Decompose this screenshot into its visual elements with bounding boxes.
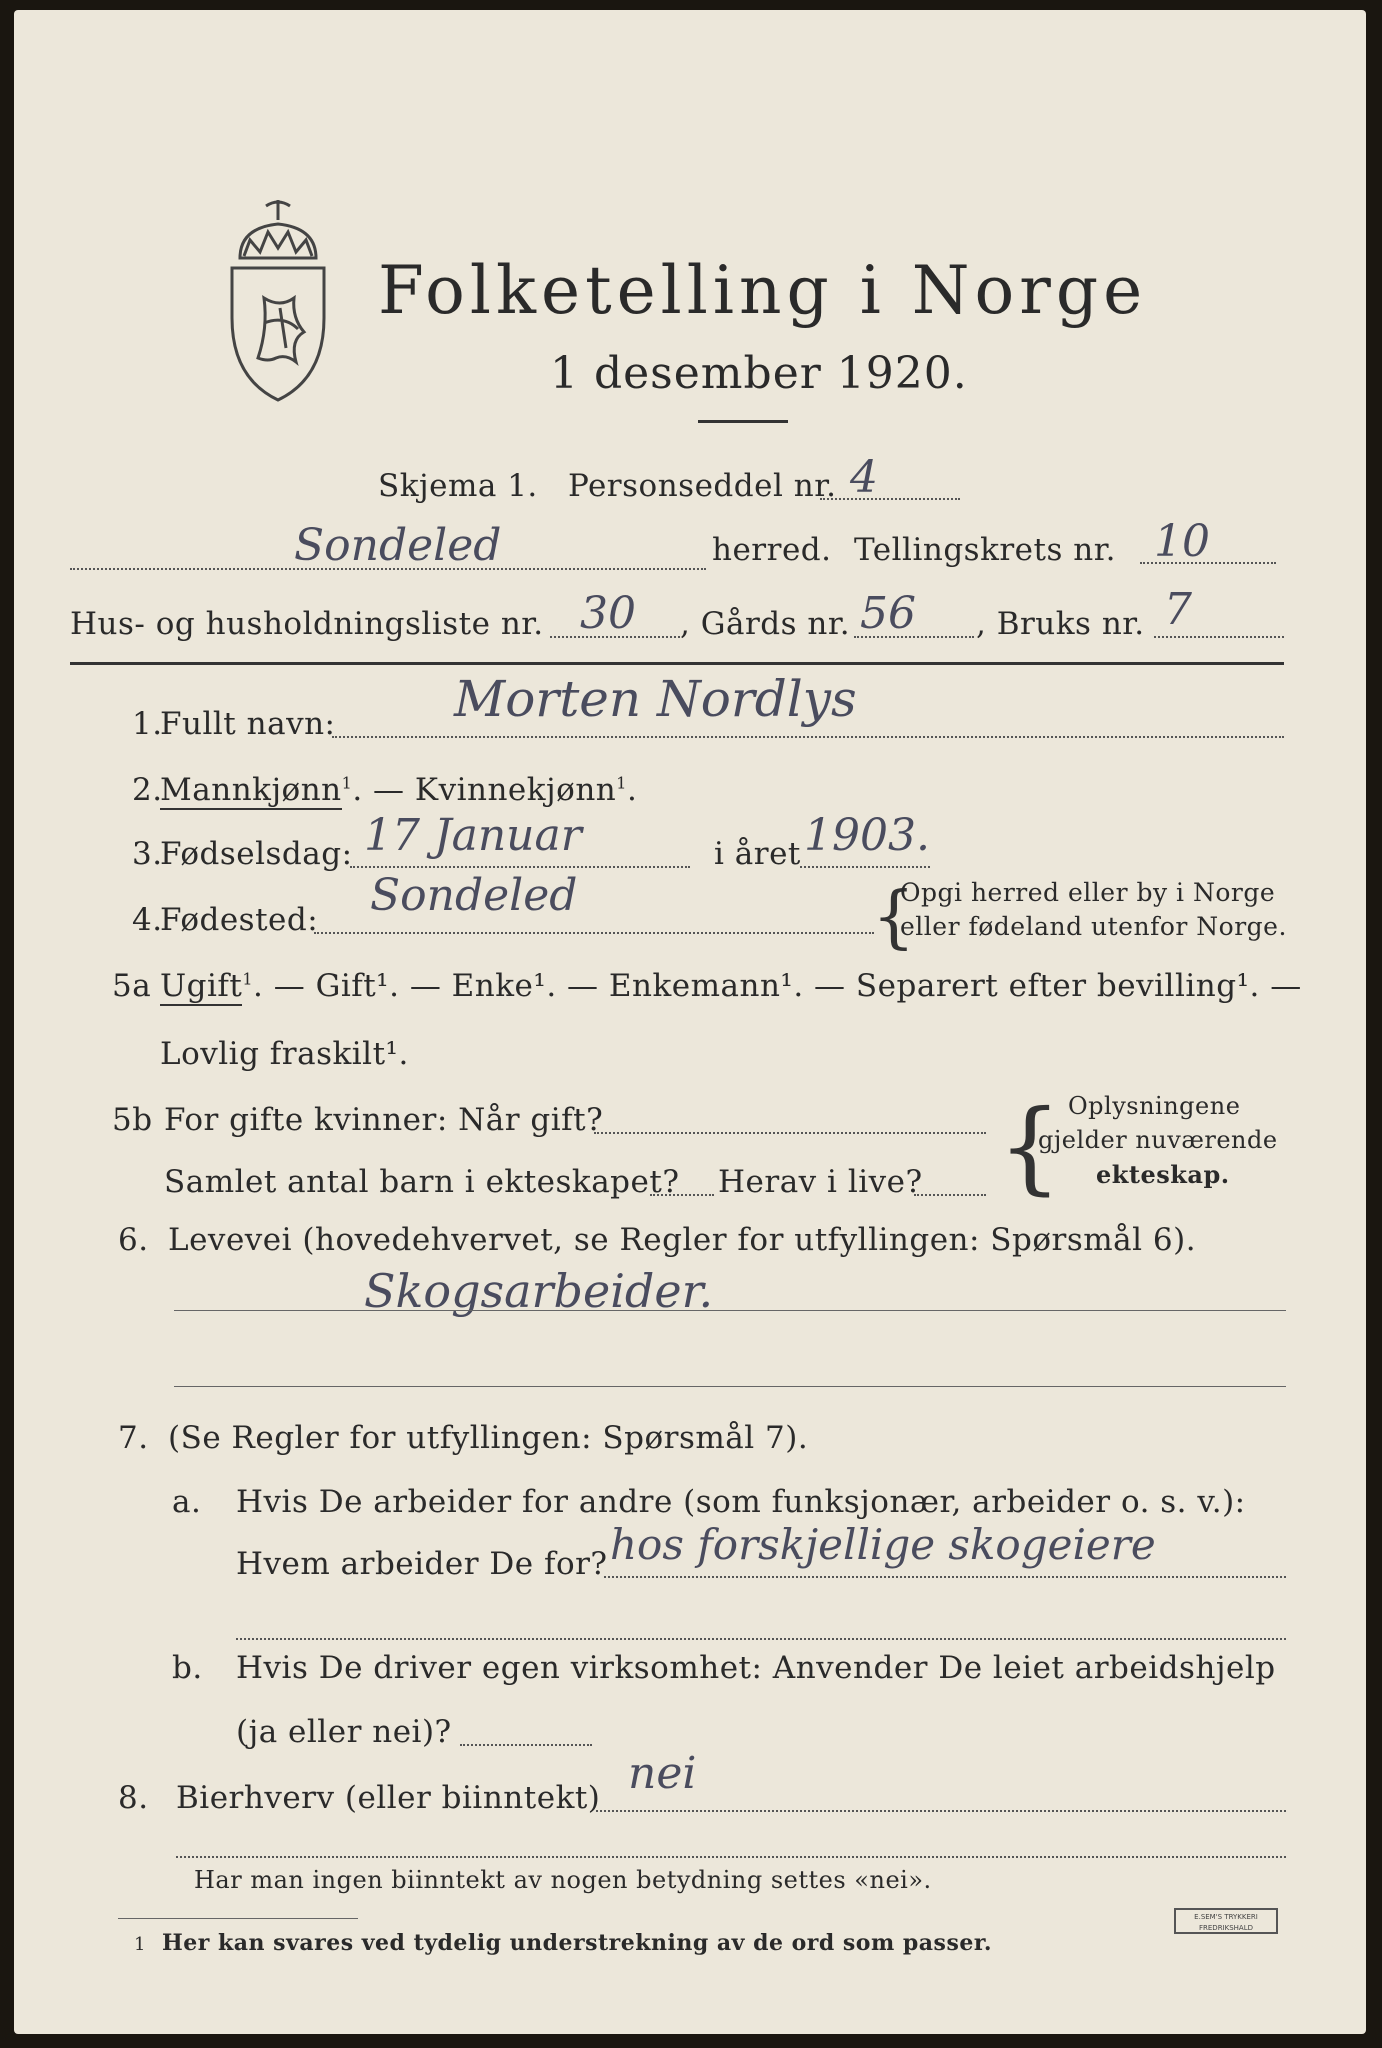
title-divider — [698, 420, 788, 423]
q5a-other-options: . — Gift¹. — Enke¹. — Enkemann¹. — Separert efter bevilling¹. — — [253, 968, 1302, 1004]
q2-kvinnekjonn: Kvinnekjønn — [414, 772, 617, 808]
q2-line: Mannkjønn$^1$. — Kvinnekjønn$^1$. — [160, 772, 638, 808]
q6-line1 — [174, 1310, 1286, 1311]
q7b-line — [460, 1744, 592, 1746]
q4-label: Fødested: — [160, 902, 319, 938]
bruks-value: 7 — [1164, 584, 1192, 635]
q5b-label3: Herav i live? — [718, 1164, 923, 1200]
q3-label: Fødselsdag: — [160, 836, 353, 872]
q8-line — [596, 1810, 1286, 1812]
q5b-line2 — [650, 1194, 714, 1196]
q3-year-label: i året — [714, 836, 801, 872]
skjema-label: Skjema 1. — [378, 468, 538, 504]
q6-value: Skogsarbeider. — [364, 1264, 714, 1318]
q3-year-value: 1903. — [804, 810, 930, 861]
q5b-line3 — [914, 1194, 986, 1196]
q5b-note-line3: ekteskap. — [1096, 1160, 1230, 1189]
q4-number: 4. — [132, 902, 163, 938]
tellingskrets-label: Tellingskrets nr. — [854, 532, 1116, 568]
gards-label: , Gårds nr. — [680, 606, 851, 642]
q1-value: Morten Nordlys — [454, 670, 857, 728]
q2-number: 2. — [132, 772, 163, 808]
q5b-label1: For gifte kvinner: Når gift? — [164, 1102, 604, 1138]
q6-number: 6. — [118, 1222, 149, 1258]
q4-note-brace: { — [872, 878, 916, 957]
q3-line — [350, 866, 690, 868]
bruks-line — [1154, 636, 1284, 638]
tellingskrets-value: 10 — [1154, 516, 1210, 567]
footnote-divider — [118, 1918, 358, 1919]
q5b-number: 5b — [112, 1102, 153, 1138]
printer-stamp-text: E.SEM'S TRYKKERI FREDRIKSHALD — [1194, 1913, 1258, 1932]
personseddel-label: Personseddel nr. — [568, 468, 837, 504]
q7a-letter: a. — [172, 1484, 202, 1520]
herred-value: Sondeled — [294, 520, 502, 571]
q7b-label2: (ja eller nei)? — [236, 1714, 452, 1750]
personseddel-value: 4 — [850, 452, 878, 503]
hus-value: 30 — [580, 588, 636, 639]
page-title: Folketelling i Norge — [378, 252, 1148, 329]
herred-label: herred. — [712, 532, 832, 568]
q5b-note-brace: { — [998, 1088, 1062, 1205]
q5a-number: 5a — [112, 968, 152, 1004]
q4-value: Sondeled — [370, 870, 578, 921]
header-divider — [70, 662, 1284, 665]
q8-value: nei — [628, 1748, 697, 1799]
hus-label: Hus- og husholdningsliste nr. — [70, 606, 544, 642]
gards-value: 56 — [860, 588, 916, 639]
q7a-line2 — [236, 1638, 1286, 1640]
q1-line — [332, 736, 1284, 738]
q5b-note-line1: Oplysningene — [1068, 1092, 1241, 1120]
q3-number: 3. — [132, 836, 163, 872]
q5a-options: Ugift$^1$. — Gift¹. — Enke¹. — Enkemann¹. — Separert efter bevilling¹. — — [160, 968, 1302, 1004]
q7-label: (Se Regler for utfyllingen: Spørsmål 7). — [168, 1420, 809, 1456]
q5b-line1 — [594, 1132, 986, 1134]
q7b-label: Hvis De driver egen virksomhet: Anvender De leiet arbeidshjelp — [236, 1650, 1276, 1686]
footnote-text: Her kan svares ved tydelig understrekning av de ord som passer. — [162, 1930, 993, 1956]
q5b-label2: Samlet antal barn i ekteskapet? — [164, 1164, 680, 1200]
q6-label: Levevei (hovedehvervet, se Regler for utfyllingen: Spørsmål 6). — [168, 1222, 1197, 1258]
q3-year-line — [800, 866, 930, 868]
q8-label: Bierhverv (eller biinntekt) — [176, 1780, 601, 1816]
q4-line — [314, 932, 874, 934]
printer-stamp — [1174, 1908, 1278, 1934]
footnote-mark: 1 — [134, 1934, 146, 1955]
norway-coat-of-arms-icon — [218, 198, 338, 408]
q7a-label: Hvis De arbeider for andre (som funksjonær, arbeider o. s. v.): — [236, 1484, 1246, 1520]
q4-note-line2: eller fødeland utenfor Norge. — [900, 912, 1287, 941]
q5a-line2: Lovlig fraskilt¹. — [160, 1036, 409, 1072]
q8-line2 — [176, 1856, 1286, 1858]
q6-line2 — [174, 1386, 1286, 1387]
bruks-label: , Bruks nr. — [976, 606, 1145, 642]
q2-mannkjonn-underlined: Mannkjønn — [160, 772, 342, 808]
q7-number: 7. — [118, 1420, 149, 1456]
q7a-value: hos forskjellige skogeiere — [610, 1520, 1156, 1569]
q8-note: Har man ingen biinntekt av nogen betydning settes «nei». — [194, 1866, 932, 1894]
census-date: 1 desember 1920. — [550, 348, 968, 399]
q1-label: Fullt navn: — [160, 706, 336, 742]
q8-number: 8. — [118, 1780, 149, 1816]
q5a-ugift-underlined: Ugift — [160, 968, 243, 1004]
q1-number: 1. — [132, 706, 163, 742]
q4-note-line1: Opgi herred eller by i Norge — [900, 878, 1276, 907]
q2-separator: . — — [352, 772, 415, 808]
q7a-line — [604, 1576, 1286, 1578]
q3-value: 17 Januar — [364, 810, 582, 861]
q7b-letter: b. — [172, 1650, 203, 1686]
census-form-page — [14, 10, 1366, 2034]
q7a-label2: Hvem arbeider De for? — [236, 1546, 608, 1582]
personseddel-line — [820, 498, 960, 500]
q5b-note-line2: gjelder nuværende — [1038, 1126, 1278, 1154]
